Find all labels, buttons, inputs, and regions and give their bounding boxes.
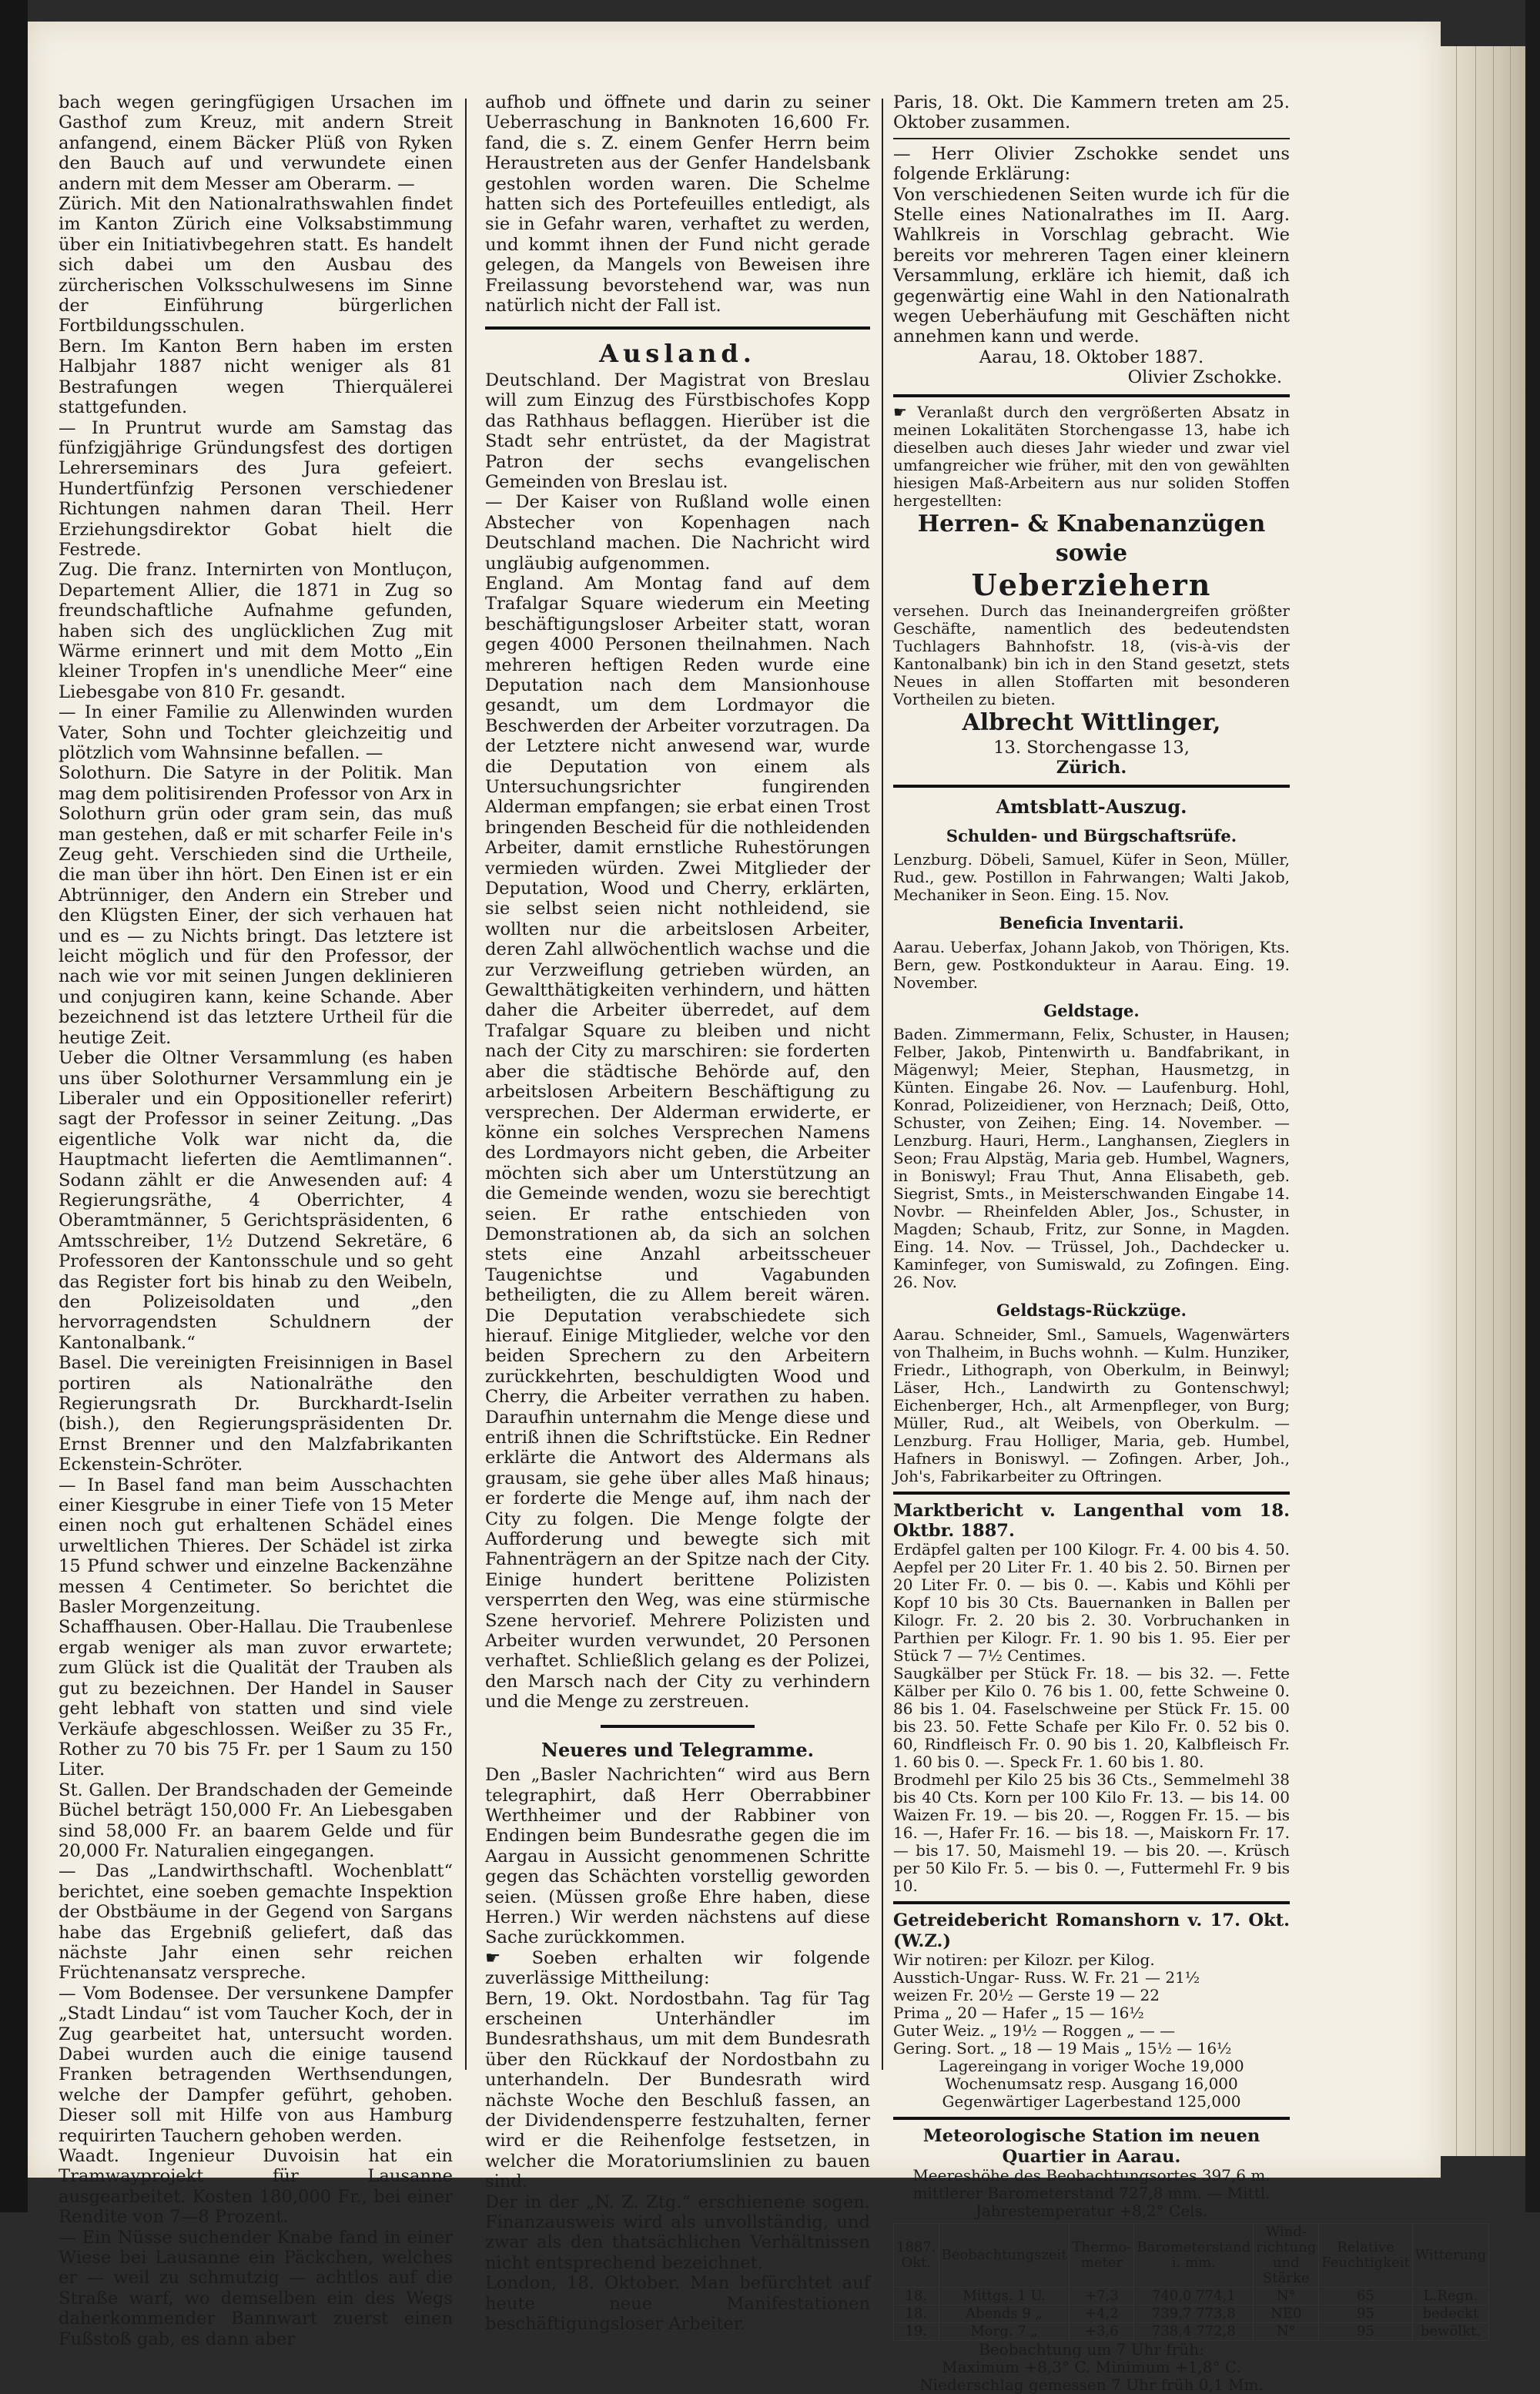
paragraph: aufhob und öffnete und darin zu seiner Ueberraschung in Banknoten 16,600 Fr. fand, die s. Z. einem Genfer Herrn beim Heraustreten aus der Genfer Handelsbank gestohlen worden waren. Die Schelme hatten sich des Portefeuilles entledigt, als sie in Gefahr waren, verhaftet zu werden, und kommt ihnen der Fund nicht gerade gelegen, da Mangels von Beweisen ihre Freilassung bevorstehend war, was nun natürlich nicht der Fall ist. <box>485 92 870 316</box>
paragraph: — In einer Familie zu Allenwinden wurden Vater, Sohn und Tochter gleichzeitig und plötzlich vom Wahnsinne befallen. — <box>59 702 453 763</box>
amtsblatt-title: Amtsblatt-Auszug. <box>996 795 1187 818</box>
table-cell: +4,2 <box>1070 2305 1134 2322</box>
section-divider <box>485 326 870 330</box>
paragraph: Schaffhausen. Ober-Hallau. Die Traubenlese ergab weniger als man zuvor erwartete; zum Glück ist die Qualität der Trauben als gut zu bezeichnen. Der Handel in Sauser geht lebhaft von statten und sind viele Verkäufe abgeschlossen. Weißer zu 35 Fr., Rother zu 70 bis 75 Fr. per 1 Saum zu 150 Liter. <box>59 1617 453 1780</box>
paragraph: — Vom Bodensee. Der versunkene Dampfer „Stadt Lindau“ ist vom Taucher Koch, der in Zug gearbeitet hat, untersucht worden. Dabei wurden auch die einige tausend Franken betragenden Werthsendungen, welche der Dampfer geführt, gehoben. Dieser soll mit Hilfe von aus Hamburg requirirten Tauchern gehoben werden. <box>59 1983 453 2146</box>
table-header: Beobachtungszeit <box>939 2223 1070 2287</box>
divider <box>893 1901 1290 1904</box>
getreide-title: Getreidebericht Romanshorn v. 17. Okt. (W.Z.) <box>893 1910 1290 1951</box>
paragraph: — Herr Olivier Zschokke sendet uns folgende Erklärung: <box>893 143 1290 185</box>
table-cell: 740,0 774,1 <box>1134 2287 1254 2305</box>
table-cell: +7,3 <box>1070 2287 1134 2305</box>
column-1 <box>59 92 453 2349</box>
getreide-stat: Lagereingang in voriger Woche 19,000 <box>939 2057 1244 2076</box>
paragraph: — In Pruntrut wurde am Samstag das fünfzigjährige Gründungsfest des dortigen Lehrerseminars des Jura gefeiert. Hundertfünfzig Personen verschiedener Richtungen nahmen daran Theil. Herr Erziehungsdirektor Gobat hielt die Festrede. <box>59 417 453 560</box>
paragraph: Zug. Die franz. Internirten von Montluçon, Departement Allier, die 1871 in Zug so freundschaftliche Aufnahme gefunden, haben sich des unglücklichen Zug mit Wärme erinnert und mit dem Motto „Ein kleiner Tropfen in's unendliche Meer“ eine Liebesgabe von 810 Fr. gesandt. <box>59 560 453 702</box>
scan-border-right <box>1525 0 1540 2212</box>
table-cell: bedeckt <box>1412 2305 1488 2322</box>
table-cell: 739,7 773,8 <box>1134 2305 1254 2322</box>
amtsblatt-subtitle: Beneficia Inventarii. <box>999 913 1184 933</box>
divider <box>893 785 1290 788</box>
paragraph: Bern. Im Kanton Bern haben im ersten Halbjahr 1887 nicht weniger als 81 Bestrafungen wegen Thierquälerei stattgefunden. <box>59 336 453 418</box>
paragraph: Den „Basler Nachrichten“ wird aus Bern telegraphirt, daß Herr Oberrabbiner Werthheimer und der Rabbiner von Endingen beim Bundesrathe gegen die im Aargau in Aussicht genommenen Schritte gegen das Schächten vorstellig geworden seien. (Müssen große Ehre haben, diese Herren.) Wir werden nächstens auf diese Sache zurückkommen. <box>485 1765 870 1948</box>
paragraph: Der in der „N. Z. Ztg.“ erschienene sogen. Finanzausweis wird als unvollständig, und zwar als den thatsächlichen Verhältnissen nicht entsprechend bezeichnet. <box>485 2191 870 2273</box>
table-cell: Abends 9 „ <box>939 2305 1070 2322</box>
divider <box>893 138 1290 139</box>
table-cell: N° <box>1254 2322 1319 2340</box>
scan-border-left <box>0 0 28 2212</box>
paragraph: Deutschland. Der Magistrat von Breslau will zum Einzug des Fürstbischofes Kopp das Rathhaus beflaggen. Hierüber ist die Stadt sehr entrüstet, da der Magistrat Patron der sechs evangelischen Gemeinden von Breslau ist. <box>485 370 870 492</box>
divider <box>893 2117 1290 2120</box>
column-rule <box>882 99 883 2070</box>
table-cell: 95 <box>1319 2305 1412 2322</box>
table-header: Witterung <box>1412 2223 1488 2287</box>
divider <box>893 1492 1290 1495</box>
meteo-footer: Beobachtung um 7 Uhr früh: <box>979 2339 1204 2359</box>
meteo-line: mittlerer Barometerstand 727,8 mm. — Mittl. Jahrestemperatur +8,2° Cels. <box>912 2183 1270 2220</box>
paragraph: — Ein Nüsse suchender Knabe fand in einer Wiese bei Lausanne ein Päckchen, welches er — weil zu schmutzig — achtlos auf die Straße warf, wo demselben ein des Wegs daherkommender Bannwart zuerst einen Fußstoß gab, es dann aber <box>59 2227 453 2349</box>
table-cell: L.Regn. <box>1412 2287 1488 2305</box>
paragraph: Waadt. Ingenieur Duvoisin hat ein Tramwayprojekt für Lausanne ausgearbeitet. Kosten 180,000 Fr., bei einer Rendite von 7—8 Prozent. <box>59 2146 453 2228</box>
paragraph: Aarau. Schneider, Sml., Samuels, Wagenwärters von Thalheim, in Buchs wohnh. — Kulm. Hunziker, Friedr., Lithograph, von Oberkulm, in Beinwyl; Läser, Hch., Landwirth zu Gontenschwyl; Eichenberger, Hch., alt Armenpfleger, von Burg; Müller, Rud., alt Weibels, von Oberkulm. — Lenzburg. Frau Holliger, Maria, geb. Humbel, Hafners in Boniswyl. — Zofingen. Arber, Joh., Joh's, Fabrikarbeiter zu Oftringen. <box>893 1324 1290 1485</box>
column-3 <box>893 92 1487 2394</box>
marktbericht-title: Marktbericht v. Langenthal vom 18. Oktbr. 1887. <box>893 1500 1290 1541</box>
table-cell: 65 <box>1319 2287 1412 2305</box>
paragraph: Bern, 19. Okt. Nordostbahn. Tag für Tag erscheinen Unterhändler im Bundesrathshaus, um mit dem Bundesrath über den Rückkauf der Nordostbahn zu unterhandeln. Der Bundesrath wird nächste Woche den Beschluß fassen, an der Dividendensperre festzuhalten, ferner wird er die Reihenfolge festsetzen, in welcher die Moratoriumslinien zu bauen sind. <box>485 1988 870 2192</box>
getreide-row: Guter Weiz. „ 19½ — Roggen „ — — <box>893 2021 1176 2041</box>
amtsblatt-subtitle: Schulden- und Bürgschaftsrüfe. <box>946 825 1237 845</box>
page-stack-edge <box>1441 46 1525 2156</box>
table-header: Relative Feuchtigkeit <box>1319 2223 1412 2287</box>
getreide-row: Prima „ 20 — Hafer „ 15 — 16½ <box>893 2004 1144 2023</box>
paragraph: London, 18. Oktober. Man befürchtet auf heute neue Manifestationen beschäftigungsloser Arbeiter. <box>485 2273 870 2335</box>
ad-advertiser-name: Albrecht Wittlinger, <box>962 708 1221 736</box>
getreide-row: Wir notiren: per Kilozr. per Kilog. <box>893 1950 1155 1970</box>
paragraph: Basel. Die vereinigten Freisinnigen in Basel portiren als Nationalräthe den Regierungsrath Dr. Burckhardt-Iselin (bish.), den Regierungspräsidenten Dr. Ernst Brenner und den Malzfabrikanten Eckenstein-Schröter. <box>59 1353 453 1475</box>
getreide-row: Ausstich-Ungar- Russ. W. Fr. 21 — 21½ <box>893 1968 1200 1987</box>
paragraph: — Der Kaiser von Rußland wolle einen Abstecher von Kopenhagen nach Deutschland machen. Die Nachricht wird ungläubig aufgenommen. <box>485 492 870 574</box>
section-title-ausland: Ausland. <box>599 339 756 369</box>
section-title-neueres: Neueres und Telegramme. <box>541 1738 814 1761</box>
getreide-stat: Gegenwärtiger Lagerbestand 125,000 <box>942 2092 1241 2111</box>
paragraph: — Das „Landwirthschaftl. Wochenblatt“ berichtet, eine soeben gemachte Inspektion der Obstbäume in der Gegend von Sargans habe das Ergebniß geliefert, daß das nächste Jahr einen sehr reichen Früchtenansatz verspreche. <box>59 1861 453 1984</box>
paragraph: bach wegen geringfügigen Ursachen im Gasthof zum Kreuz, mit andern Streit anfangend, einem Bäcker Plüß von Ryken den Bauch auf und verwundete einen andern mit dem Messer am Oberarm. — <box>59 92 453 194</box>
table-header: Thermo- meter <box>1070 2223 1134 2287</box>
meteo-table <box>893 2223 1489 2341</box>
divider <box>893 394 1290 397</box>
meteo-title: Meteorologische Station im neuen Quartier in Aarau. <box>922 2126 1260 2167</box>
table-cell: Morg. 7 „ <box>939 2322 1070 2340</box>
section-divider <box>601 1725 755 1728</box>
column-2 <box>485 92 870 2335</box>
getreide-row: Gering. Sort. „ 18 — 19 Mais „ 15½ — 16½ <box>893 2039 1232 2058</box>
table-header: Wind- richtung und Stärke <box>1254 2223 1319 2287</box>
table-header: Barometerstand i. mm. <box>1134 2223 1254 2287</box>
paragraph: England. Am Montag fand auf dem Trafalgar Square wiederum ein Meeting beschäftigungsloser Arbeiter statt, woran gegen 4000 Personen theilnahmen. Nach mehreren heftigen Reden wurde eine Deputation nach dem Mansionhouse gesandt, um dem Lordmayor die Beschwerden der Arbeiter vorzutragen. Da der Letztere nicht anwesend war, wurde die Deputation von einem als Untersuchungsrichter fungirenden Alderman empfangen; sie erbat einen Trost bringenden Bescheid für die nothleidenden Arbeiter, damit ernstliche Ruhestörungen vermieden würden. Zwei Mitglieder der Deputation, Wood und Cherry, erklärten, sie selbst seien nicht nothleidend, sie wollten nur die arbeitslosen Arbeiter, deren Zahl allwöchentlich wachse und die zur Verzweiflung getrieben würden, an Gewaltthätigkeiten verhindern, und hätten daher die Arbeiter überredet, auf dem Trafalgar Square zu bleiben und nicht nach der City zu marschiren: sie forderten aber die städtische Behörde auf, den arbeitslosen Arbeitern Beschäftigung zu versprechen. Der Alderman erwiderte, er könne ein solches Versprechen Namens des Lordmayors nicht geben, die Arbeiter möchten sich aber um Unterstützung an die Gemeinde wenden, wozu sie berechtigt seien. Er rathe entschieden von Demonstrationen ab, da sich an solchen stets eine Anzahl arbeitsscheuer Taugenichtse und Vagabunden betheiligten, die zu Allem bereit wären. Die Deputation verabschiedete sich hierauf. Einige Mitglieder, welche vor den beiden Sprechern zu den Arbeitern zurückkehrten, beschuldigten Wood und Cherry, die Arbeiter verrathen zu haben. Daraufhin unternahm die Menge diese und entriß ihnen die Schriftstücke. Ein Redner erklärte die Antwort des Aldermans als grausam, sie gehe über alles Maß hinaus; er forderte die Menge auf, ihm nach der City zu folgen. Die Menge folgte der Aufforderung und bewegte sich mit Fahnenträgern an der Spitze nach der City. Einige hundert berittene Polizisten versperrten den Weg, was eine stürmische Szene hervorief. Mehrere Polizisten und Arbeiter wurden verwundet, 20 Personen verhaftet. Schließlich gelang es der Polizei, den Marsch nach der City zu verhindern und die Menge zu zerstreuen. <box>485 573 870 1713</box>
paragraph: Solothurn. Die Satyre in der Politik. Man mag dem politisirenden Professor von Arx in Solothurn grün oder gram sein, das muß man gestehen, daß er mit scharfer Feile in's Zeug geht. Verschieden sind die Urtheile, die man über ihn hört. Den Einen ist er ein Abtrünniger, den Andern ein Streber und den Klügsten Einer, der sich verhauen hat und es — zu Nichts bringt. Das letztere ist leicht möglich und für den Professor, der nach wie vor mit seinen Jungen deklinieren und conjugiren kann, keine Schande. Aber bezeichnend ist das letztere Urtheil für die heutige Zeit. <box>59 763 453 1048</box>
table-header: 1887. Okt. <box>894 2223 939 2287</box>
paragraph: ☛ Soeben erhalten wir folgende zuverlässige Mittheilung: <box>485 1947 870 1989</box>
table-cell: 18. <box>894 2287 939 2305</box>
table-cell: 19. <box>894 2322 939 2340</box>
table-cell: Mittgs. 1 U. <box>939 2287 1070 2305</box>
paragraph: Zürich. Mit den Nationalrathswahlen findet im Kanton Zürich eine Volksabstimmung über ein Initiativbegehren statt. Es handelt sich dabei um den Ausbau des zürcherischen Volksschulwesens im Sinne der Einführung bürgerlichen Fortbildungsschulen. <box>59 194 453 336</box>
ad-address: 13. Storchengasse 13, <box>993 737 1190 758</box>
paragraph: Ueber die Oltner Versammlung (es haben uns über Solothurner Versammlung ein je Liberaler und ein Oppositioneller referirt) sagt der Professor in seiner Zeitung. „Das eigentliche Volk war nicht da, die Hauptmacht lieferten die Aemtlimannen“. Sodann zählt er die Anwesenden auf: 4 Regierungsräthe, 4 Oberrichter, 4 Oberamtmänner, 5 Gerichtspräsidenten, 6 Amtsschreiber, 1½ Dutzend Sekretäre, 6 Professoren der Kantonsschule und so geht das Register fort bis hinab zu den Weibeln, den Polizeisoldaten und „den hervorragendsten Schuldnern der Kantonalbank.“ <box>59 1048 453 1353</box>
meteo-footer: Niederschlag gemessen 7 Uhr früh 0,1 Mm. <box>919 2375 1264 2394</box>
meteo-line: Meereshöhe des Beobachtungsortes 397,6 m. <box>912 2165 1270 2185</box>
table-cell: NE0 <box>1254 2305 1319 2322</box>
paragraph: Erdäpfel galten per 100 Kilogr. Fr. 4. 00 bis 4. 50. Aepfel per 20 Liter Fr. 1. 40 bis 2. 50. Birnen per 20 Liter Fr. 0. — bis 0. —. Kabis und Köhli per Kopf 10 bis 30 Cts. Bauernanken in Ballen per Kilogr. Fr. 2. 20 bis 2. 30. Vorbruchanken in Parthien per Kilogr. Fr. 1. 90 bis 1. 95. Eier per Stück 7 — 7½ Centimes. <box>893 1540 1290 1666</box>
ad-body: versehen. Durch das Ineinandergreifen größter Geschäfte, namentlich des bedeutendsten Tuchlagers Bahnhofstr. 18, (vis-à-vis der Kantonalbank) bin ich in den Stand gesetzt, stets Neues in allen Stoffarten mit besonderen Vortheilen zu bieten. <box>893 601 1290 708</box>
table-row <box>894 2322 1489 2340</box>
getreide-stat: Wochenumsatz resp. Ausgang 16,000 <box>945 2074 1238 2094</box>
paragraph: Von verschiedenen Seiten wurde ich für die Stelle eines Nationalrathes im II. Aarg. Wahlkreis in Vorschlag gebracht. Wie bereits vor mehreren Tagen einer kleinern Versammlung, erkläre ich hiemit, daß ich gegenwärtig eine Wahl in den Nationalrath wegen Ueberhäufung mit Geschäften nicht annehmen kann und werde. <box>893 184 1290 347</box>
paragraph: Lenzburg. Döbeli, Samuel, Küfer in Seon, Müller, Rud., gew. Postillon in Fahrwangen; Walti Jakob, Mechaniker in Seon. Eing. 15. Nov. <box>893 850 1290 905</box>
paragraph: Paris, 18. Okt. Die Kammern treten am 25. Oktober zusammen. <box>893 92 1290 133</box>
ad-headline-large: Ueberziehern <box>971 567 1212 602</box>
amtsblatt-subtitle: Geldstags-Rückzüge. <box>996 1301 1187 1321</box>
paragraph: Aarau. Ueberfax, Johann Jakob, von Thörigen, Kts. Bern, gew. Postkondukteur in Aarau. Eing. 19. November. <box>893 937 1290 992</box>
getreide-row: weizen Fr. 20½ — Gerste 19 — 22 <box>893 1986 1160 2005</box>
table-cell: N° <box>1254 2287 1319 2305</box>
ad-city: Zürich. <box>1056 758 1127 778</box>
meteo-footer: Maximum +8,3° C. Minimum +1,8° C. <box>942 2357 1241 2376</box>
amtsblatt-subtitle: Geldstage. <box>1043 1000 1140 1020</box>
ad-headline: Herren- & Knabenanzügen sowie <box>917 510 1266 567</box>
table-row <box>894 2287 1489 2305</box>
paragraph: Brodmehl per Kilo 25 bis 36 Cts., Semmelmehl 38 bis 40 Cts. Korn per 100 Kilo Fr. 13. — bis 14. 00 Waizen Fr. 19. — bis 20. —, Roggen Fr. 15. — bis 16. —, Hafer Fr. 16. — bis 18. —, Maiskorn Fr. 17. — bis 17. 50, Maismehl 19. — bis 20. —. Krüsch per 50 Kilo Fr. 5. — bis 0. —, Futtermehl Fr. 9 bis 10. <box>893 1770 1290 1896</box>
paragraph: Baden. Zimmermann, Felix, Schuster, in Hausen; Felber, Jakob, Pintenwirth u. Bandfabrikant, in Mägenwyl; Meier, Stephan, Hausmetzg, in Künten. Eingabe 26. Nov. — Laufenburg. Hohl, Konrad, Polizeidiener, von Herznach; Deiß, Otto, Schuster, von Zeihen; Eing. 14. November. — Lenzburg. Hauri, Herm., Langhansen, Zieglers in Seon; Frau Alpstäg, Maria geb. Humbel, Wagners, in Boniswyl; Frau Thut, Anna Elisabeth, geb. Siegrist, Smts., in Meisterschwanden Eingabe 14. Novbr. — Rheinfelden Abler, Jos., Schuster, in Magden; Schaub, Fritz, zur Sonne, in Magden. Eing. 14. Nov. — Trüssel, Joh., Dachdecker u. Kaminfeger, von Sumiswald, zu Zofingen. Eing. 26. Nov. <box>893 1025 1290 1292</box>
paragraph: St. Gallen. Der Brandschaden der Gemeinde Büchel beträgt 150,000 Fr. An Liebesgaben sind 58,000 Fr. an baarem Gelde und für 20,000 Fr. Naturalien eingegangen. <box>59 1780 453 1861</box>
table-cell: 18. <box>894 2305 939 2322</box>
table-cell: 738,4 772,8 <box>1134 2322 1254 2340</box>
table-cell: bewölkt. <box>1412 2322 1488 2340</box>
paragraph: — In Basel fand man beim Ausschachten einer Kiesgrube in einer Tiefe von 15 Meter einen noch gut erhaltenen Schädel eines urweltlichen Thieres. Der Schädel ist zirka 15 Pfund schwer und einzelne Backenzähne messen 4 Centimeter. So berichtet die Basler Morgenzeitung. <box>59 1475 453 1618</box>
signature: Olivier Zschokke. <box>1127 367 1282 388</box>
table-cell: +3,6 <box>1070 2322 1134 2340</box>
table-row <box>894 2305 1489 2322</box>
table-cell: 95 <box>1319 2322 1412 2340</box>
ad-intro: ☛ Veranlaßt durch den vergrößerten Absatz in meinen Lokalitäten Storchengasse 13, habe ich dieselben auch dieses Jahr wieder und zwar viel umfangreicher wie früher, mit den von gewählten hiesigen Maß-Arbeitern aus nur soliden Stoffen hergestellten: <box>893 402 1290 510</box>
paragraph: Saugkälber per Stück Fr. 18. — bis 32. —. Fette Kälber per Kilo 0. 76 bis 1. 00, fette Schweine 0. 86 bis 1. 04. Faselschweine per Stück Fr. 15. 00 bis 23. 50. Fette Schafe per Kilo Fr. 0. 52 bis 0. 60, Rindfleisch Fr. 0. 90 bis 1. 20, Kalbfleisch Fr. 1. 60 bis 0. —. Speck Fr. 1. 60 bis 1. 80. <box>893 1664 1290 1772</box>
column-rule <box>465 99 467 2070</box>
dateline: Aarau, 18. Oktober 1887. <box>979 347 1204 367</box>
